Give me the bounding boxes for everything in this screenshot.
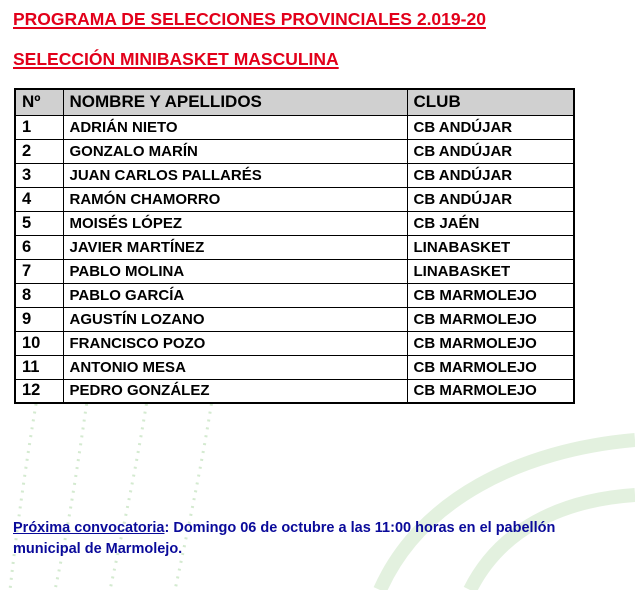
player-number: 1 — [15, 115, 63, 139]
table-row — [15, 235, 574, 259]
table-row — [15, 139, 574, 163]
player-club: CB ANDÚJAR — [407, 163, 574, 187]
player-club: LINABASKET — [407, 235, 574, 259]
player-name: MOISÉS LÓPEZ — [63, 211, 407, 235]
player-name: JUAN CARLOS PALLARÉS — [63, 163, 407, 187]
player-name: JAVIER MARTÍNEZ — [63, 235, 407, 259]
player-number: 11 — [15, 355, 63, 379]
table-header-row — [15, 89, 574, 115]
player-club: LINABASKET — [407, 259, 574, 283]
header-club: CLUB — [407, 89, 574, 115]
document-title: PROGRAMA DE SELECCIONES PROVINCIALES 2.019-20 — [13, 9, 486, 29]
player-name: ANTONIO MESA — [63, 355, 407, 379]
players-table — [14, 88, 575, 404]
player-club: CB JAÉN — [407, 211, 574, 235]
player-number: 12 — [15, 379, 63, 403]
player-club: CB MARMOLEJO — [407, 283, 574, 307]
player-number: 4 — [15, 187, 63, 211]
player-name: GONZALO MARÍN — [63, 139, 407, 163]
player-name: RAMÓN CHAMORRO — [63, 187, 407, 211]
player-name: PABLO GARCÍA — [63, 283, 407, 307]
table-row — [15, 163, 574, 187]
table-row — [15, 259, 574, 283]
player-number: 2 — [15, 139, 63, 163]
player-number: 8 — [15, 283, 63, 307]
table-row — [15, 211, 574, 235]
player-number: 7 — [15, 259, 63, 283]
document-subtitle: SELECCIÓN MINIBASKET MASCULINA — [13, 49, 339, 69]
next-call-note — [13, 518, 625, 560]
player-number: 5 — [15, 211, 63, 235]
player-club: CB ANDÚJAR — [407, 139, 574, 163]
player-name: FRANCISCO POZO — [63, 331, 407, 355]
player-number: 9 — [15, 307, 63, 331]
player-name: PABLO MOLINA — [63, 259, 407, 283]
table-row — [15, 331, 574, 355]
player-club: CB MARMOLEJO — [407, 379, 574, 403]
table-row — [15, 283, 574, 307]
player-club: CB ANDÚJAR — [407, 115, 574, 139]
table-row — [15, 187, 574, 211]
header-name: NOMBRE Y APELLIDOS — [63, 89, 407, 115]
table-row — [15, 379, 574, 403]
table-row — [15, 355, 574, 379]
next-call-text: : Domingo 06 de octubre a las 11:00 horas en el pabellón municipal de Marmolejo. — [13, 520, 556, 557]
header-number: Nº — [15, 89, 63, 115]
player-club: CB MARMOLEJO — [407, 355, 574, 379]
player-number: 3 — [15, 163, 63, 187]
player-name: PEDRO GONZÁLEZ — [63, 379, 407, 403]
player-name: AGUSTÍN LOZANO — [63, 307, 407, 331]
table-row — [15, 115, 574, 139]
player-name: ADRIÁN NIETO — [63, 115, 407, 139]
table-row — [15, 307, 574, 331]
player-club: CB MARMOLEJO — [407, 307, 574, 331]
player-number: 10 — [15, 331, 63, 355]
player-number: 6 — [15, 235, 63, 259]
player-club: CB MARMOLEJO — [407, 331, 574, 355]
next-call-label: Próxima convocatoria — [13, 520, 165, 536]
player-club: CB ANDÚJAR — [407, 187, 574, 211]
